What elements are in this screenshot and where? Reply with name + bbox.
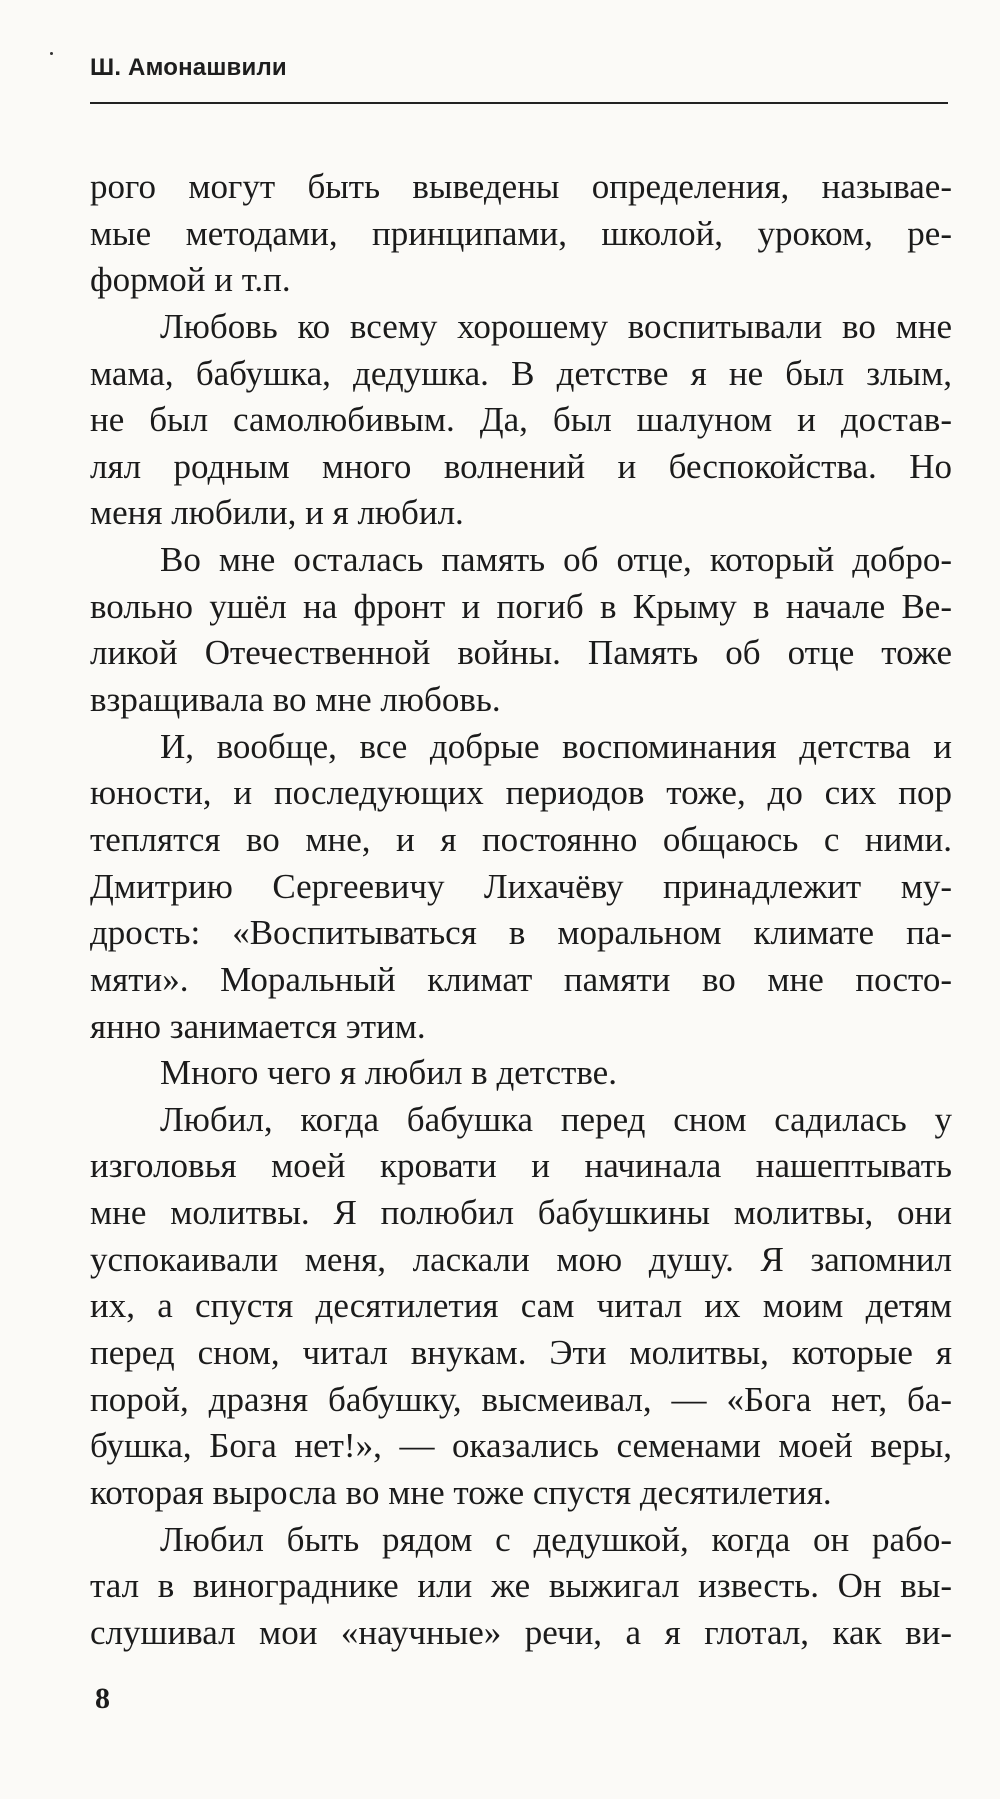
text-line: которая выросла во мне тоже спустя десятилетия. (90, 1472, 832, 1512)
page-number: 8 (95, 1682, 110, 1715)
text-line: изголовья моей кровати и начинала нашептывать (90, 1146, 952, 1186)
body-text (90, 164, 952, 1657)
text-line: меня любили, и я любил. (90, 493, 464, 533)
text-line: Любовь ко всему хорошему воспитывали во мне (160, 306, 952, 346)
text-line: перед сном, читал внукам. Эти молитвы, которые я (90, 1333, 952, 1373)
text-line: порой, дразня бабушку, высмеивал, — «Бога нет, ба- (90, 1379, 952, 1419)
text-line: тал в винограднике или же выжигал известь. Он вы- (90, 1566, 952, 1606)
text-line: рого могут быть выведены определения, называе- (90, 167, 952, 206)
text-line: мые методами, принципами, школой, уроком, ре- (90, 213, 952, 253)
text-line: взращивала во мне любовь. (90, 680, 501, 720)
header-rule (90, 102, 948, 104)
text-line: успокаивали меня, ласкали мою душу. Я запомнил (90, 1239, 952, 1279)
text-line: теплятся во мне, и я постоянно общаюсь с ними. (90, 819, 952, 859)
text-line: не был самолюбивым. Да, был шалуном и достав- (90, 400, 952, 440)
text-line: вольно ушёл на фронт и погиб в Крыму в начале Ве- (90, 586, 952, 626)
text-line: Любил, когда бабушка перед сном садилась у (160, 1099, 952, 1139)
text-line: формой и т.п. (90, 260, 291, 300)
text-line: янно занимается этим. (90, 1006, 426, 1046)
text-line: мама, бабушка, дедушка. В детстве я не был злым, (90, 353, 952, 393)
text-line: дрость: «Воспитываться в моральном климате па- (90, 913, 952, 953)
text-line: Дмитрию Сергеевичу Лихачёву принадлежит му- (90, 866, 952, 906)
text-line: их, а спустя десятилетия сам читал их моим детям (90, 1286, 952, 1326)
text-line: Много чего я любил в детстве. (160, 1053, 617, 1093)
text-line: мне молитвы. Я полюбил бабушкины молитвы, они (90, 1193, 952, 1233)
text-line: мяти». Моральный климат памяти во мне посто- (90, 959, 952, 999)
text-line: слушивал мои «научные» речи, а я глотал, как ви- (90, 1612, 952, 1652)
text-line: И, вообще, все добрые воспоминания детства и (160, 726, 952, 766)
text-line: бушка, Бога нет!», — оказались семенами моей веры, (90, 1426, 952, 1466)
text-line: Любил быть рядом с дедушкой, когда он рабо- (160, 1519, 952, 1559)
text-line: ликой Отечественной войны. Память об отце тоже (90, 633, 952, 673)
running-header-author: Ш. Амонашвили (90, 54, 287, 81)
text-line: Во мне осталась память об отце, который добро- (160, 540, 952, 580)
text-line: лял родным много волнений и беспокойства. Но (90, 446, 952, 486)
print-speck (50, 52, 53, 55)
text-line: юности, и последующих периодов тоже, до сих пор (90, 773, 952, 813)
